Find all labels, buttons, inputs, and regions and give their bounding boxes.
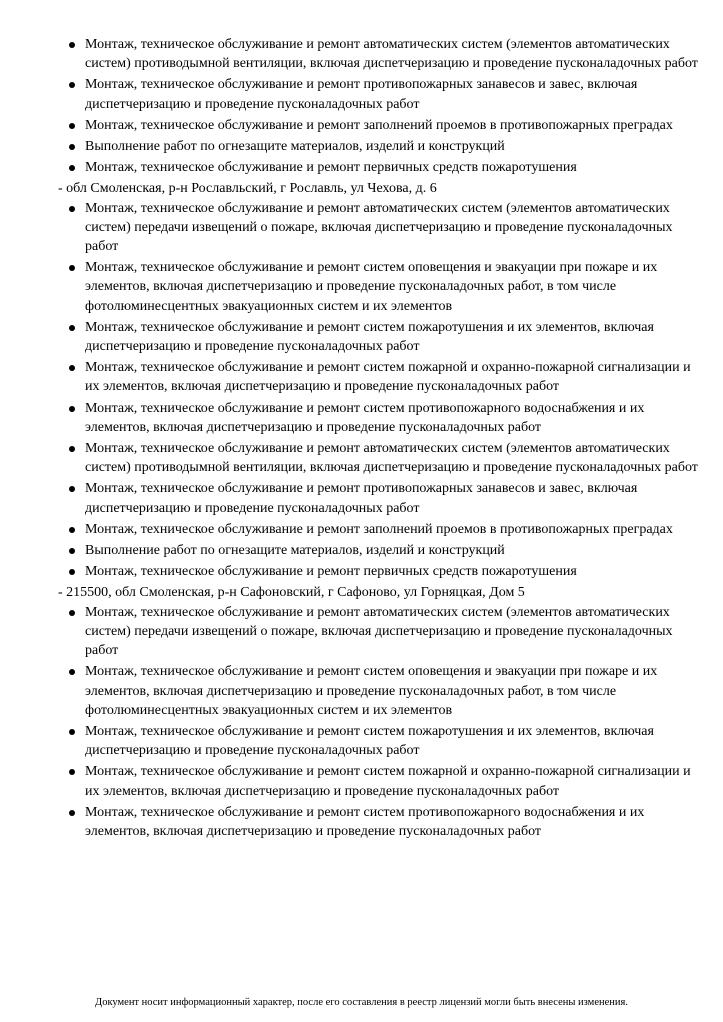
bullet-icon — [69, 144, 75, 150]
list-item — [58, 399, 698, 437]
list-item — [58, 520, 698, 539]
list-item-text: Монтаж, техническое обслуживание и ремонт систем оповещения и эвакуации при пожаре и их элементов, включая диспетчеризацию и проведение пусконаладочных работ, в том числе фотолюминесцентных эвакуационных систем и их элементов — [85, 664, 658, 718]
disclaimer-footer: Документ носит информационный характер, после его составления в реестр лицензий могли быть внесены изменения. — [95, 997, 628, 1008]
list-item — [58, 541, 698, 560]
list-item-text: Выполнение работ по огнезащите материалов, изделий и конструкций — [85, 543, 505, 559]
list-item-text: Монтаж, техническое обслуживание и ремонт систем оповещения и эвакуации при пожаре и их элементов, включая диспетчеризацию и проведение пусконаладочных работ, в том числе фотолюминесцентных эвакуационных систем и их элементов — [85, 260, 658, 314]
list-item-text: Монтаж, техническое обслуживание и ремонт заполнений проемов в противопожарных преградах — [85, 521, 673, 537]
bullet-icon — [69, 769, 75, 775]
list-item — [58, 137, 698, 156]
list-item-text: Монтаж, техническое обслуживание и ремонт первичных средств пожаротушения — [85, 160, 577, 176]
bullet-icon — [69, 82, 75, 88]
list-item — [58, 358, 698, 396]
list-item-text: Монтаж, техническое обслуживание и ремонт автоматических систем (элементов автоматических систем) противодымной вентиляции, включая диспетчеризацию и проведение пусконаладочных работ — [85, 441, 698, 476]
list-item-text: Монтаж, техническое обслуживание и ремонт систем противопожарного водоснабжения и их элементов, включая диспетчеризацию и проведение пусконаладочных работ — [85, 400, 645, 435]
list-item — [58, 158, 698, 177]
list-item — [58, 199, 698, 257]
list-item — [58, 35, 698, 73]
list-item — [58, 439, 698, 477]
list-item — [58, 318, 698, 356]
bullet-icon — [69, 729, 75, 735]
activity-list — [58, 603, 698, 841]
list-item — [58, 662, 698, 720]
bullet-icon — [69, 669, 75, 675]
bullet-icon — [69, 206, 75, 212]
bullet-icon — [69, 165, 75, 171]
license-activities-content — [58, 35, 698, 843]
list-item-text: Монтаж, техническое обслуживание и ремонт противопожарных занавесов и завес, включая диспетчеризацию и проведение пусконаладочных работ — [85, 77, 638, 112]
list-item-text: Монтаж, техническое обслуживание и ремонт систем пожарной и охранно-пожарной сигнализации и их элементов, включая диспетчеризацию и проведение пусконаладочных работ — [85, 360, 691, 395]
bullet-icon — [69, 548, 75, 554]
list-item-text: Монтаж, техническое обслуживание и ремонт заполнений проемов в противопожарных преградах — [85, 117, 673, 133]
list-item-text: Монтаж, техническое обслуживание и ремонт автоматических систем (элементов автоматических систем) противодымной вентиляции, включая диспетчеризацию и проведение пусконаладочных работ — [85, 37, 698, 72]
list-item-text: Монтаж, техническое обслуживание и ремонт систем противопожарного водоснабжения и их элементов, включая диспетчеризацию и проведение пусконаладочных работ — [85, 804, 645, 839]
bullet-icon — [69, 265, 75, 271]
list-item — [58, 803, 698, 841]
address-line: - 215500, обл Смоленская, р-н Сафоновский, г Сафоново, ул Горняцкая, Дом 5 — [58, 585, 525, 601]
list-item — [58, 116, 698, 135]
bullet-icon — [69, 123, 75, 129]
list-item — [58, 603, 698, 661]
bullet-icon — [69, 325, 75, 331]
bullet-icon — [69, 42, 75, 48]
list-item-text: Монтаж, техническое обслуживание и ремонт автоматических систем (элементов автоматических систем) передачи извещений о пожаре, включая диспетчеризацию и проведение пусконаладочных работ — [85, 604, 673, 659]
list-item-text: Монтаж, техническое обслуживание и ремонт автоматических систем (элементов автоматических систем) передачи извещений о пожаре, включая диспетчеризацию и проведение пусконаладочных работ — [85, 200, 673, 255]
list-item-text: Монтаж, техническое обслуживание и ремонт систем пожарной и охранно-пожарной сигнализации и их элементов, включая диспетчеризацию и проведение пусконаладочных работ — [85, 764, 691, 799]
bullet-icon — [69, 569, 75, 575]
bullet-icon — [69, 446, 75, 452]
bullet-icon — [69, 810, 75, 816]
list-item — [58, 258, 698, 316]
address-line: - обл Смоленская, р-н Рославльский, г Рославль, ул Чехова, д. 6 — [58, 181, 437, 197]
bullet-icon — [69, 365, 75, 371]
list-item-text: Монтаж, техническое обслуживание и ремонт систем пожаротушения и их элементов, включая диспетчеризацию и проведение пусконаладочных работ — [85, 723, 654, 759]
list-item — [58, 479, 698, 517]
list-item-text: Выполнение работ по огнезащите материалов, изделий и конструкций — [85, 139, 505, 155]
bullet-icon — [69, 610, 75, 616]
list-item — [58, 762, 698, 800]
list-item-text: Монтаж, техническое обслуживание и ремонт противопожарных занавесов и завес, включая диспетчеризацию и проведение пусконаладочных работ — [85, 481, 638, 516]
list-item — [58, 722, 698, 760]
bullet-icon — [69, 486, 75, 492]
bullet-icon — [69, 527, 75, 533]
list-item-text: Монтаж, техническое обслуживание и ремонт первичных средств пожаротушения — [85, 564, 577, 580]
list-item-text: Монтаж, техническое обслуживание и ремонт систем пожаротушения и их элементов, включая диспетчеризацию и проведение пусконаладочных работ — [85, 319, 654, 355]
bullet-icon — [69, 406, 75, 412]
list-item — [58, 562, 698, 581]
activity-list — [58, 199, 698, 582]
activity-list — [58, 35, 698, 177]
list-item — [58, 75, 698, 113]
